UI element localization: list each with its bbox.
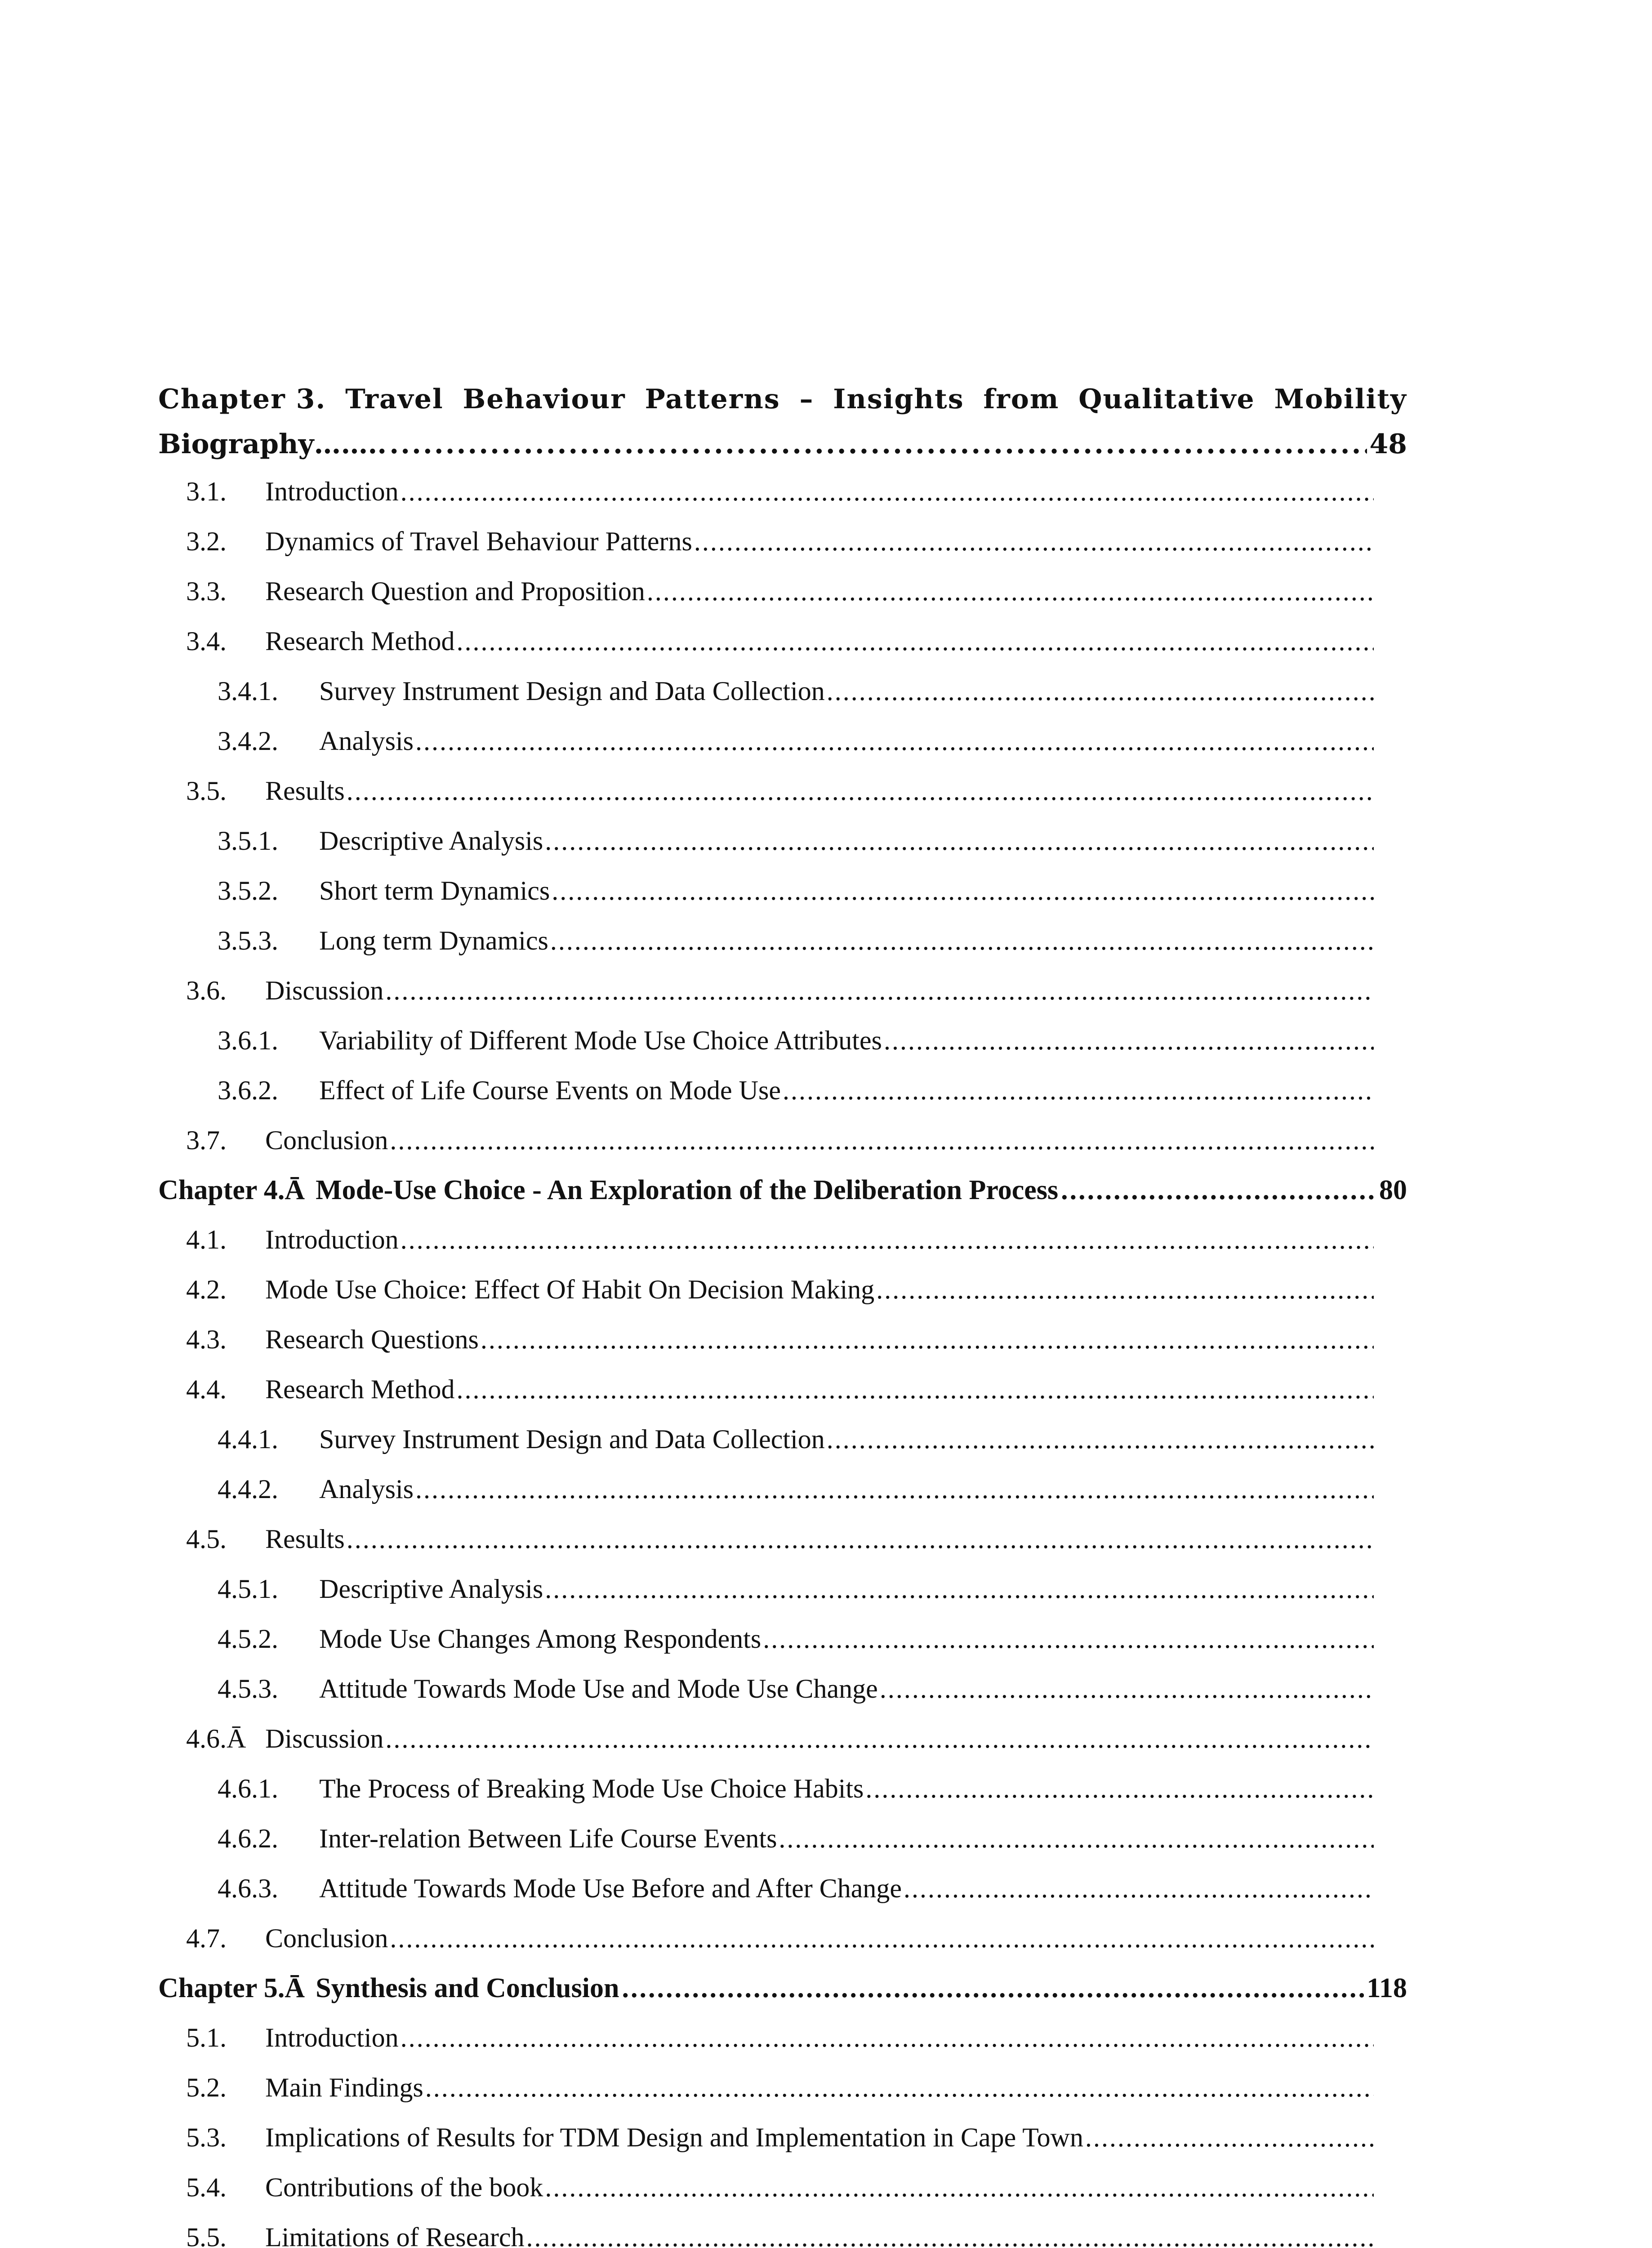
dot-leader bbox=[545, 816, 1374, 866]
toc-entry[interactable] bbox=[158, 766, 1407, 816]
toc-entry-label: Long term Dynamics bbox=[319, 926, 548, 955]
toc-entry-label: Introduction bbox=[265, 2023, 399, 2052]
toc-entry-label: Research Method bbox=[265, 626, 455, 656]
dot-leader bbox=[763, 1614, 1374, 1664]
chapter-3-word: Chapter 3. bbox=[158, 384, 326, 415]
toc-entry-label: Effect of Life Course Events on Mode Use bbox=[319, 1075, 781, 1105]
toc-entry-label: Contributions of the book bbox=[265, 2172, 543, 2202]
dot-leader bbox=[401, 467, 1374, 517]
chapter-4-title: Mode-Use Choice - An Exploration of the Deliberation Process bbox=[316, 1175, 1059, 1205]
chapter-5-title: Synthesis and Conclusion bbox=[316, 1973, 619, 2003]
chapter-3-word: Qualitative bbox=[1078, 384, 1255, 415]
toc-entry-label: Research Question and Proposition bbox=[265, 576, 645, 606]
toc-entry-number: 3.5.2. bbox=[218, 876, 278, 905]
dot-leader bbox=[401, 1215, 1374, 1265]
chapter-3-title-line-1 bbox=[158, 377, 1407, 422]
toc-entry-label: Research Questions bbox=[265, 1325, 479, 1354]
toc-entry-number: 3.6.2. bbox=[218, 1075, 278, 1105]
toc-entry-number: 4.6.1. bbox=[218, 1774, 278, 1803]
dot-leader bbox=[827, 666, 1374, 716]
toc-entry[interactable] bbox=[158, 1215, 1407, 1265]
dot-leader bbox=[415, 1464, 1374, 1514]
toc-entry-number: 3.1. bbox=[186, 477, 227, 506]
dot-leader bbox=[904, 1864, 1374, 1913]
chapter-4-page-number: 80 bbox=[1379, 1175, 1407, 1205]
toc-entry-label: Limitations of Research bbox=[265, 2222, 525, 2248]
chapter-5-label: Chapter 5.Ā bbox=[158, 1973, 305, 2003]
dot-leader bbox=[390, 1913, 1374, 1963]
chapter-3-word: Travel bbox=[345, 384, 444, 415]
chapter-3-word: Insights bbox=[833, 384, 964, 415]
dot-leader bbox=[1085, 2113, 1374, 2163]
toc-entry[interactable] bbox=[158, 1614, 1407, 1664]
toc-entry[interactable] bbox=[158, 966, 1407, 1016]
dot-leader bbox=[779, 1814, 1374, 1864]
chapter-4-label: Chapter 4.Ā bbox=[158, 1175, 305, 1205]
toc-entry[interactable] bbox=[158, 716, 1407, 766]
toc-entry[interactable] bbox=[158, 1764, 1407, 1814]
dot-leader bbox=[390, 1115, 1374, 1165]
toc-entry-number: 4.4. bbox=[186, 1374, 227, 1404]
toc-entry-number: 4.3. bbox=[186, 1325, 227, 1354]
toc-entry[interactable] bbox=[158, 2113, 1407, 2163]
dot-leader bbox=[545, 2163, 1374, 2212]
dot-leader bbox=[622, 1963, 1364, 2013]
chapter-3-word: – bbox=[799, 384, 814, 415]
toc-entry-number: 5.3. bbox=[186, 2123, 227, 2152]
toc-entry[interactable] bbox=[158, 916, 1407, 966]
toc-entry-number: 4.6.3. bbox=[218, 1873, 278, 1903]
toc-entry-number: 3.6.1. bbox=[218, 1026, 278, 1055]
dot-leader bbox=[457, 1365, 1374, 1414]
dot-leader bbox=[385, 966, 1374, 1016]
toc-entry-label: Analysis bbox=[319, 726, 414, 756]
toc-entry-label: Attitude Towards Mode Use Before and After Change bbox=[319, 1873, 902, 1903]
toc-entry[interactable] bbox=[158, 467, 1407, 517]
dot-leader bbox=[550, 916, 1374, 966]
toc-entry-label: Discussion bbox=[265, 976, 384, 1005]
chapter-5-sections bbox=[158, 2013, 1407, 2248]
chapter-3-word: Patterns bbox=[645, 384, 780, 415]
toc-entry-number: 4.7. bbox=[186, 1923, 227, 1953]
toc-entry-label: Attitude Towards Mode Use and Mode Use Change bbox=[319, 1674, 878, 1704]
toc-entry-label: Inter-relation Between Life Course Events bbox=[319, 1824, 777, 1853]
toc-entry-label: The Process of Breaking Mode Use Choice Habits bbox=[319, 1774, 864, 1803]
toc-entry[interactable] bbox=[158, 1365, 1407, 1414]
dot-leader bbox=[347, 1514, 1374, 1564]
toc-entry-number: 4.1. bbox=[186, 1225, 227, 1254]
toc-entry[interactable] bbox=[158, 616, 1407, 666]
toc-entry-number: 4.4.1. bbox=[218, 1424, 278, 1454]
toc-entry-number: 4.5. bbox=[186, 1524, 227, 1554]
toc-entry-number: 3.4.1. bbox=[218, 676, 278, 706]
toc-entry-label: Research Method bbox=[265, 1374, 455, 1404]
toc-entry-number: 3.6. bbox=[186, 976, 227, 1005]
toc-entry[interactable] bbox=[158, 1864, 1407, 1913]
toc-entry-number: 4.6.2. bbox=[218, 1824, 278, 1853]
toc-entry-number: 3.3. bbox=[186, 576, 227, 606]
dot-leader bbox=[457, 616, 1374, 666]
chapter-3-heading bbox=[158, 377, 1407, 467]
toc-entry-number: 3.7. bbox=[186, 1125, 227, 1155]
dot-leader bbox=[526, 2212, 1374, 2248]
toc-entry-label: Main Findings bbox=[265, 2073, 423, 2102]
toc-entry-number: 5.4. bbox=[186, 2172, 227, 2202]
dot-leader bbox=[1061, 1165, 1376, 1215]
toc-entry[interactable] bbox=[158, 2212, 1407, 2248]
toc-entry-number: 3.5. bbox=[186, 776, 227, 806]
chapter-3-sections bbox=[158, 467, 1407, 1165]
dot-leader bbox=[884, 1016, 1374, 1066]
dot-leader bbox=[401, 2013, 1374, 2063]
toc-entry-number: 4.5.1. bbox=[218, 1574, 278, 1604]
toc-entry-number: 4.5.3. bbox=[218, 1674, 278, 1704]
toc-entry-number: 3.4. bbox=[186, 626, 227, 656]
toc-entry-number: 5.1. bbox=[186, 2023, 227, 2052]
toc-entry-label: Conclusion bbox=[265, 1125, 388, 1155]
toc-entry[interactable] bbox=[158, 1414, 1407, 1464]
toc-entry-number: 3.2. bbox=[186, 526, 227, 556]
toc-entry[interactable] bbox=[158, 1664, 1407, 1714]
dot-leader bbox=[694, 517, 1374, 566]
toc-entry[interactable] bbox=[158, 1265, 1407, 1315]
dot-leader bbox=[545, 1564, 1374, 1614]
chapter-4-heading bbox=[158, 1165, 1407, 1215]
toc-entry[interactable] bbox=[158, 1564, 1407, 1614]
toc-entry-label: Dynamics of Travel Behaviour Patterns bbox=[265, 526, 692, 556]
toc-entry-number: 3.4.2. bbox=[218, 726, 278, 756]
toc-entry-label: Introduction bbox=[265, 477, 399, 506]
toc-entry-label: Mode Use Changes Among Respondents bbox=[319, 1624, 761, 1654]
toc-entry-label: Survey Instrument Design and Data Collection bbox=[319, 1424, 825, 1454]
toc-entry-label: Mode Use Choice: Effect Of Habit On Decision Making bbox=[265, 1275, 875, 1304]
toc-entry-number: 5.2. bbox=[186, 2073, 227, 2102]
toc-entry-label: Analysis bbox=[319, 1474, 414, 1504]
chapter-5-page-number: 118 bbox=[1367, 1973, 1407, 2003]
toc-entry-label: Descriptive Analysis bbox=[319, 826, 543, 856]
toc-entry[interactable] bbox=[158, 1016, 1407, 1066]
dot-leader bbox=[827, 1414, 1374, 1464]
toc-entry[interactable] bbox=[158, 566, 1407, 616]
toc-entry[interactable] bbox=[158, 666, 1407, 716]
toc-entry[interactable] bbox=[158, 1315, 1407, 1365]
toc-entry-number: 4.6.Ā bbox=[186, 1724, 246, 1753]
toc-entry-label: Introduction bbox=[265, 1225, 399, 1254]
dot-leader bbox=[415, 716, 1374, 766]
chapter-5-heading bbox=[158, 1963, 1407, 2013]
toc-entry[interactable] bbox=[158, 816, 1407, 866]
toc-entry-label: Implications of Results for TDM Design and Implementation in Cape Town bbox=[265, 2123, 1083, 2152]
toc-entry-label: Discussion bbox=[265, 1724, 384, 1753]
toc-entry-label: Descriptive Analysis bbox=[319, 1574, 543, 1604]
toc-entry[interactable] bbox=[158, 517, 1407, 566]
dot-leader bbox=[385, 1714, 1374, 1764]
toc-entry[interactable] bbox=[158, 1913, 1407, 1963]
chapter-3-title-line-2 bbox=[158, 422, 1407, 467]
toc-entry-label: Survey Instrument Design and Data Collection bbox=[319, 676, 825, 706]
chapter-3-page-number: 48 bbox=[1369, 428, 1407, 460]
toc-entry-label: Variability of Different Mode Use Choice Attributes bbox=[319, 1026, 882, 1055]
toc-entry[interactable] bbox=[158, 1115, 1407, 1165]
dot-leader bbox=[783, 1066, 1374, 1115]
toc-entry-number: 3.5.1. bbox=[218, 826, 278, 856]
toc-entry[interactable] bbox=[158, 866, 1407, 916]
toc-entry-number: 4.4.2. bbox=[218, 1474, 278, 1504]
dot-leader bbox=[880, 1664, 1374, 1714]
dot-leader bbox=[425, 2063, 1374, 2113]
toc-entry-number: 4.2. bbox=[186, 1275, 227, 1304]
dot-leader bbox=[389, 422, 1367, 467]
toc-entry[interactable] bbox=[158, 1714, 1407, 1764]
toc-entry-number: 4.5.2. bbox=[218, 1624, 278, 1654]
chapter-3-word: Behaviour bbox=[463, 384, 626, 415]
toc-entry[interactable] bbox=[158, 2063, 1407, 2113]
chapter-4-sections bbox=[158, 1215, 1407, 1963]
toc-entry[interactable] bbox=[158, 1464, 1407, 1514]
chapter-3-word: Mobility bbox=[1274, 384, 1407, 415]
toc-entry-label: Conclusion bbox=[265, 1923, 388, 1953]
toc-entry[interactable] bbox=[158, 2013, 1407, 2063]
dot-leader bbox=[481, 1315, 1374, 1365]
toc-entry-label: Short term Dynamics bbox=[319, 876, 550, 905]
toc-entry[interactable] bbox=[158, 2163, 1407, 2212]
dot-leader bbox=[876, 1265, 1374, 1315]
dot-leader bbox=[552, 866, 1374, 916]
toc-entry[interactable] bbox=[158, 1066, 1407, 1115]
toc-entry-label: Results bbox=[265, 1524, 345, 1554]
table-of-contents bbox=[158, 377, 1407, 2248]
toc-entry-label: Results bbox=[265, 776, 345, 806]
toc-entry-number: 3.5.3. bbox=[218, 926, 278, 955]
toc-entry[interactable] bbox=[158, 1514, 1407, 1564]
toc-entry-number: 5.5. bbox=[186, 2222, 227, 2248]
dot-leader bbox=[347, 766, 1374, 816]
dot-leader bbox=[647, 566, 1374, 616]
chapter-3-word: from bbox=[983, 384, 1060, 415]
toc-entry[interactable] bbox=[158, 1814, 1407, 1864]
dot-leader bbox=[865, 1764, 1374, 1814]
chapter-3-title-end: Biography…….. bbox=[158, 428, 387, 460]
